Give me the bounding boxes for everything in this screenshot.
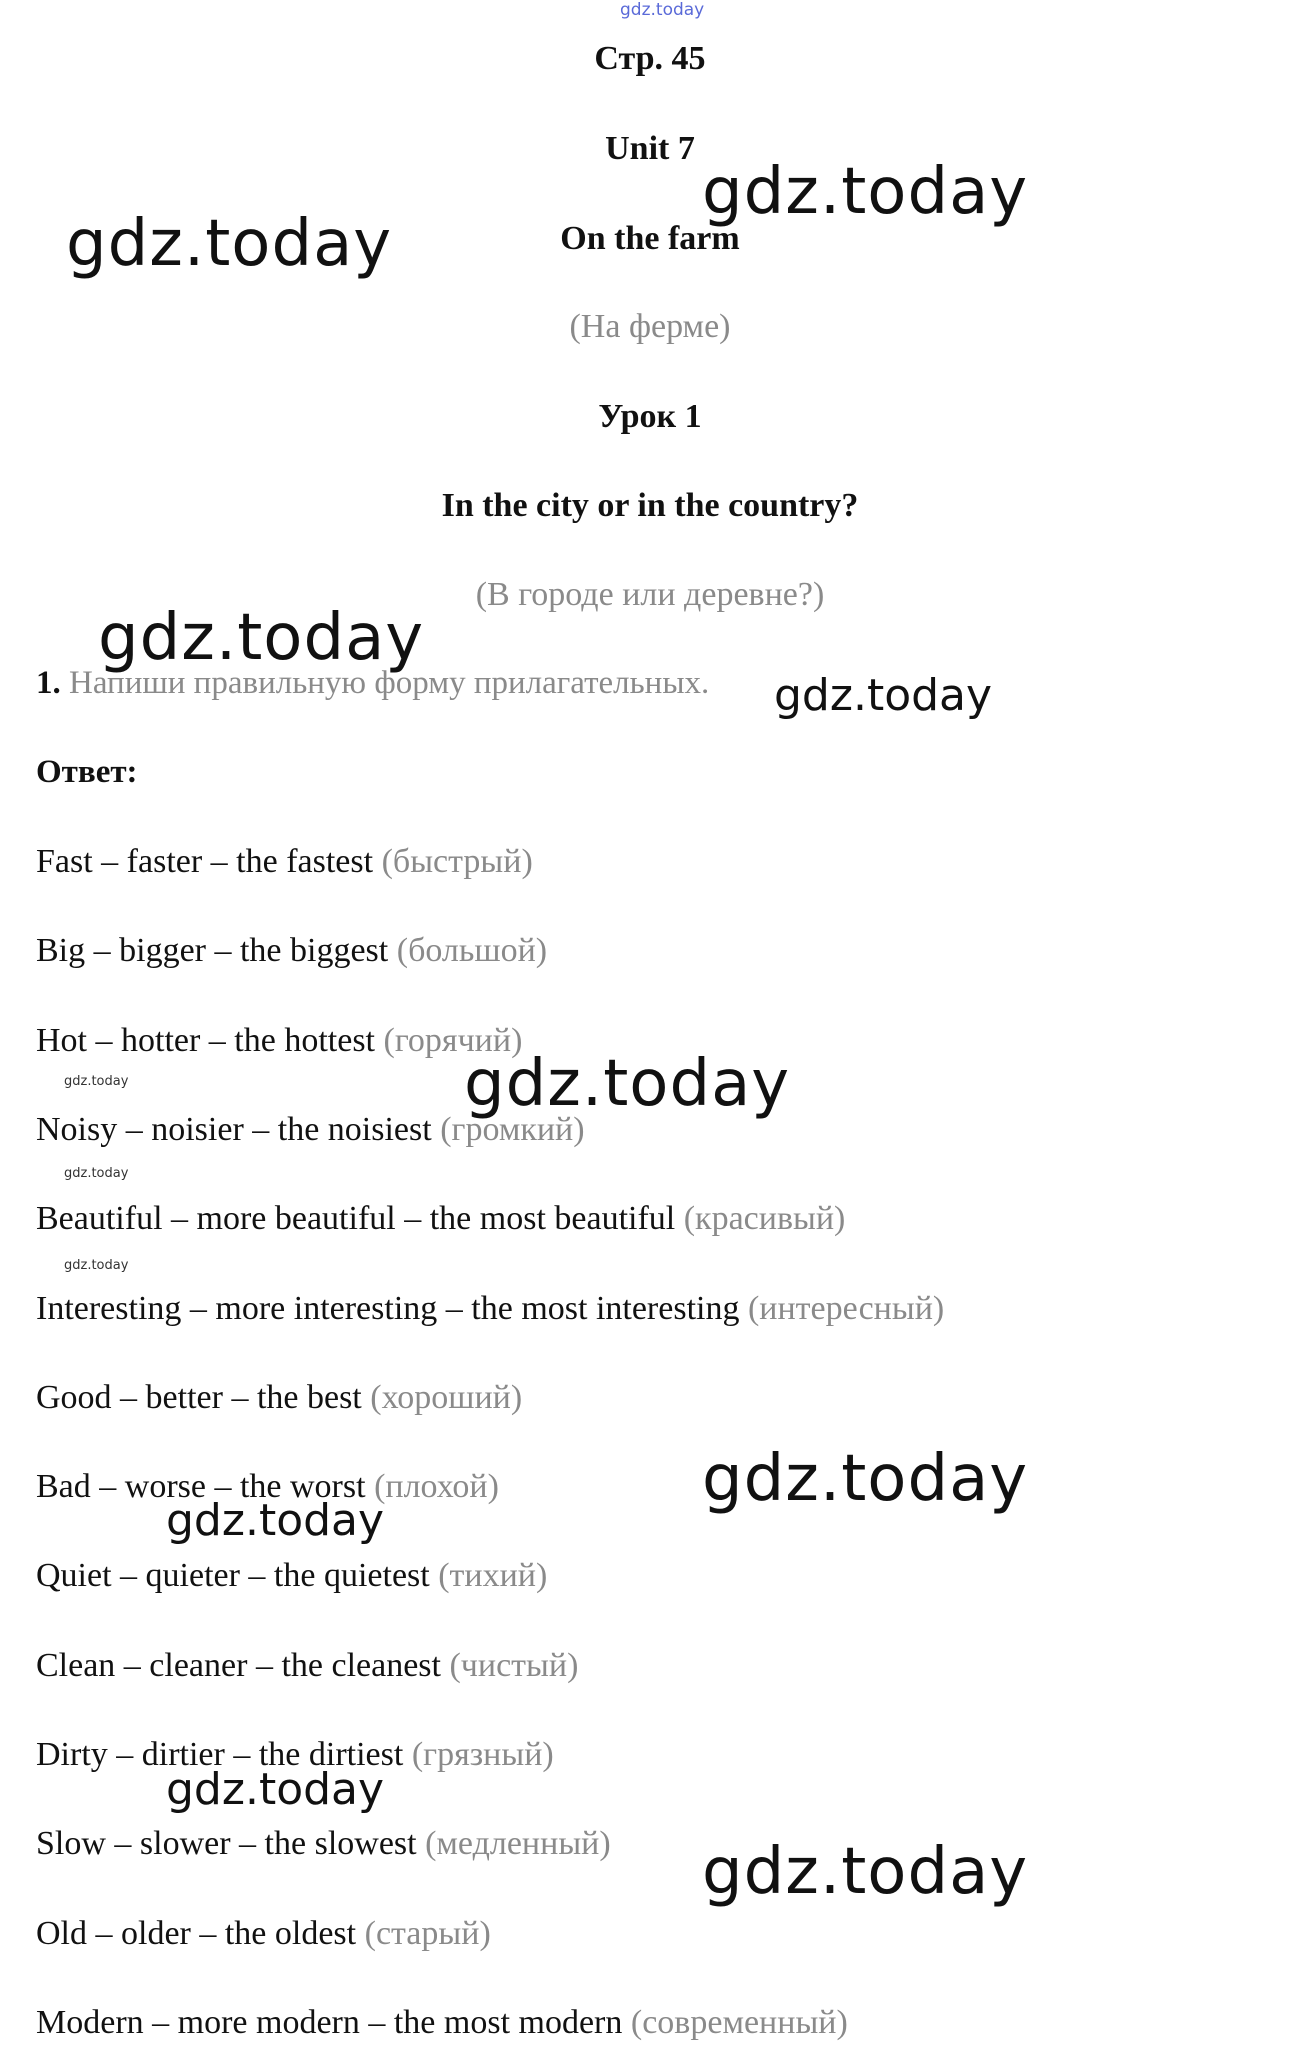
watermark: gdz.today	[702, 155, 1029, 229]
lesson-title-translation: (В городе или деревне?)	[475, 576, 825, 613]
answer-line	[36, 1290, 944, 1328]
unit-title-translation: (На ферме)	[569, 308, 731, 345]
lesson-title: In the city or in the country?	[441, 487, 859, 524]
answer-line	[36, 1915, 491, 1953]
watermark-top: gdz.today	[620, 0, 705, 20]
adjective-forms: Noisy – noisier – the noisiest	[36, 1111, 432, 1148]
task-text: Напиши правильную форму прилагательных.	[69, 665, 710, 701]
adjective-translation: (плохой)	[374, 1468, 499, 1505]
watermark: gdz.today	[64, 1074, 129, 1089]
adjective-forms: Bad – worse – the worst	[36, 1468, 366, 1505]
watermark: gdz.today	[702, 1442, 1029, 1516]
answer-line	[36, 1200, 845, 1238]
answer-line	[36, 2004, 848, 2042]
adjective-translation: (современный)	[630, 2004, 848, 2041]
answer-line	[36, 1825, 611, 1863]
adjective-forms: Good – better – the best	[36, 1379, 362, 1416]
watermark: gdz.today	[166, 1495, 385, 1546]
adjective-translation: (большой)	[396, 932, 548, 969]
adjective-forms: Modern – more modern – the most modern	[36, 2004, 623, 2041]
adjective-forms: Fast – faster – the fastest	[36, 843, 374, 880]
adjective-forms: Big – bigger – the biggest	[36, 932, 389, 969]
answer-label: Ответ:	[36, 754, 138, 790]
unit-title: On the farm	[560, 220, 740, 257]
answer-line	[36, 1022, 522, 1060]
task-number: 1.	[36, 665, 61, 701]
answer-line	[36, 1647, 578, 1685]
adjective-forms: Interesting – more interesting – the most interesting	[36, 1290, 740, 1327]
adjective-translation: (быстрый)	[381, 843, 533, 880]
adjective-translation: (горячий)	[383, 1022, 523, 1059]
adjective-forms: Quiet – quieter – the quietest	[36, 1557, 430, 1594]
adjective-translation: (громкий)	[440, 1111, 585, 1148]
adjective-translation: (чистый)	[449, 1647, 579, 1684]
adjective-translation: (медленный)	[425, 1825, 611, 1862]
watermark: gdz.today	[66, 207, 393, 281]
watermark: gdz.today	[98, 601, 425, 675]
watermark: gdz.today	[464, 1047, 791, 1121]
adjective-forms: Hot – hotter – the hottest	[36, 1022, 376, 1059]
adjective-forms: Old – older – the oldest	[36, 1915, 357, 1952]
adjective-translation: (интересный)	[747, 1290, 945, 1327]
watermark: gdz.today	[166, 1764, 385, 1815]
adjective-translation: (старый)	[364, 1915, 491, 1952]
adjective-forms: Dirty – dirtier – the dirtiest	[36, 1736, 404, 1773]
page-reference: Стр. 45	[594, 40, 706, 77]
adjective-forms: Beautiful – more beautiful – the most beautiful	[36, 1200, 676, 1237]
adjective-forms: Clean – cleaner – the cleanest	[36, 1647, 441, 1684]
unit-number: Unit 7	[605, 130, 695, 167]
answer-line	[36, 932, 547, 970]
adjective-translation: (тихий)	[438, 1557, 548, 1594]
adjective-translation: (грязный)	[411, 1736, 554, 1773]
adjective-translation: (хороший)	[370, 1379, 523, 1416]
lesson-number: Урок 1	[598, 398, 702, 435]
watermark: gdz.today	[774, 670, 993, 721]
watermark: gdz.today	[702, 1835, 1029, 1909]
answer-line	[36, 1557, 547, 1595]
watermark: gdz.today	[64, 1258, 129, 1273]
answer-line	[36, 843, 533, 881]
watermark: gdz.today	[64, 1166, 129, 1181]
adjective-forms: Slow – slower – the slowest	[36, 1825, 417, 1862]
adjective-translation: (красивый)	[683, 1200, 846, 1237]
answer-line	[36, 1379, 522, 1417]
